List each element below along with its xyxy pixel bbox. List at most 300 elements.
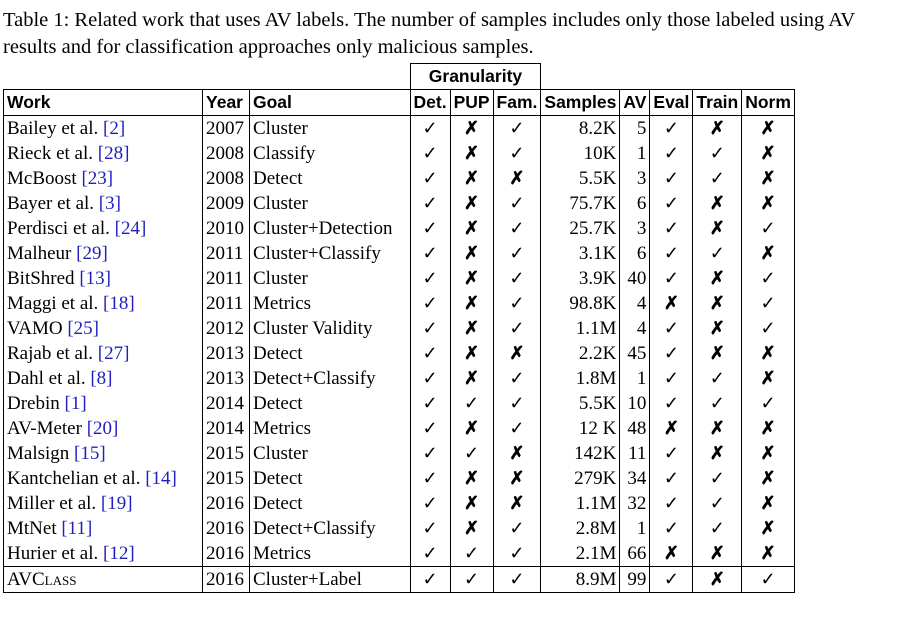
cross-mark-icon: ✗ [509,168,525,188]
cell-samples-text: 98.8K [569,293,617,314]
citation-link[interactable]: [29] [76,243,108,264]
cell-samples [541,491,620,516]
cell-eval [650,341,693,366]
cell-pup [450,541,493,567]
cell-av-text: 45 [627,343,647,364]
check-mark-icon: ✓ [422,543,438,563]
cell-norm [742,541,795,567]
citation-link[interactable]: [25] [67,318,100,339]
cell-fam [493,391,541,416]
cell-goal [250,567,411,593]
cell-year-text: 2009 [206,193,244,214]
check-mark-icon: ✓ [663,393,679,413]
cell-eval [650,466,693,491]
cell-samples-text: 3.9K [578,268,617,289]
cross-mark-icon: ✗ [760,143,776,163]
check-mark-icon: ✓ [663,168,679,188]
cell-samples [541,141,620,166]
cell-goal [250,466,411,491]
table-caption: Table 1: Related work that uses AV labels. The number of samples includes only those labeled using AV results and for classification approaches only malicious samples. [3,9,855,58]
citation-link[interactable]: [20] [86,418,119,439]
check-mark-icon: ✓ [760,393,776,413]
work-name: Kantchelian et al. [7,468,146,489]
work-name: Bayer et al. [7,193,99,214]
cell-eval [650,391,693,416]
cell-fam [493,416,541,441]
check-mark-icon: ✓ [663,243,679,263]
cell-year-text: 2014 [206,418,244,439]
cell-train [693,266,742,291]
table-row [4,291,795,316]
cell-samples [541,291,620,316]
work-name: MtNet [7,518,62,539]
work-name: Hurier et al. [7,543,104,564]
cell-train [693,466,742,491]
cell-det [410,541,450,567]
cell-goal-text: Cluster [253,443,308,464]
cell-fam [493,141,541,166]
check-mark-icon: ✓ [422,343,438,363]
check-mark-icon: ✓ [509,569,525,589]
cell-train [693,391,742,416]
header-row [4,90,795,116]
table-row [4,316,795,341]
cell-det [410,516,450,541]
cell-goal-text: Cluster [253,268,308,289]
cell-work [4,441,203,466]
cell-year-text: 2007 [206,118,244,139]
cell-eval [650,491,693,516]
cell-samples-text: 142K [574,443,617,464]
cross-mark-icon: ✗ [760,118,776,138]
cell-pup [450,441,493,466]
cell-det [410,391,450,416]
check-mark-icon: ✓ [464,443,480,463]
work-name: VAMO [7,318,68,339]
citation-link[interactable]: [24] [114,218,147,239]
cell-fam [493,341,541,366]
work-name: Bailey et al. [7,118,104,139]
cell-samples-text: 5.5K [578,168,617,189]
cell-samples [541,166,620,191]
citation-link[interactable]: [15] [74,443,106,464]
work-name: Miller et al. [7,493,101,514]
cell-samples-text: 8.9M [575,569,617,590]
cross-mark-icon: ✗ [709,218,725,238]
cell-pup [450,141,493,166]
citation-link[interactable]: [1] [64,393,87,414]
check-mark-icon: ✓ [422,493,438,513]
cell-av [620,216,650,241]
cell-year [203,416,250,441]
cell-goal [250,141,411,166]
cell-samples [541,441,620,466]
citation-link[interactable]: [18] [103,293,135,314]
col-header-samples: Samples [541,90,620,116]
cell-train [693,516,742,541]
work-name: Malsign [7,443,75,464]
cell-av-text: 11 [628,443,647,464]
cross-mark-icon: ✗ [760,418,776,438]
cell-goal-text: Cluster [253,118,308,139]
check-mark-icon: ✓ [663,569,679,589]
cell-year [203,216,250,241]
check-mark-icon: ✓ [509,543,525,563]
cross-mark-icon: ✗ [760,493,776,513]
cross-mark-icon: ✗ [663,293,679,313]
cell-goal-text: Detect [253,168,303,189]
cell-norm [742,416,795,441]
cell-fam [493,241,541,266]
check-mark-icon: ✓ [422,243,438,263]
cell-samples [541,541,620,567]
cell-year [203,166,250,191]
work-name: Rajab et al. [7,343,98,364]
cell-av [620,541,650,567]
cell-av-text: 3 [636,168,647,189]
cross-mark-icon: ✗ [760,368,776,388]
cell-year-text: 2011 [206,293,244,314]
cell-goal [250,391,411,416]
check-mark-icon: ✓ [422,418,438,438]
cell-av [620,316,650,341]
work-name: Maggi et al. [7,293,104,314]
cross-mark-icon: ✗ [760,343,776,363]
cell-norm [742,266,795,291]
cell-goal [250,366,411,391]
check-mark-icon: ✓ [509,418,525,438]
cell-goal [250,241,411,266]
col-header-det: Det. [410,90,450,116]
cell-av-text: 1 [636,143,647,164]
related-work-table [3,63,795,593]
cell-norm [742,116,795,142]
cell-year-text: 2016 [206,518,244,539]
check-mark-icon: ✓ [663,518,679,538]
cell-norm [742,141,795,166]
cell-goal [250,266,411,291]
check-mark-icon: ✓ [760,268,776,288]
cross-mark-icon: ✗ [464,193,480,213]
check-mark-icon: ✓ [509,393,525,413]
cell-year-text: 2016 [206,493,244,514]
cell-goal [250,516,411,541]
col-header-goal: Goal [250,90,411,116]
check-mark-icon: ✓ [422,443,438,463]
cell-eval [650,266,693,291]
cell-pup [450,491,493,516]
cell-norm [742,441,795,466]
cell-norm [742,391,795,416]
cell-train [693,291,742,316]
citation-link[interactable]: [13] [79,268,111,289]
cross-mark-icon: ✗ [709,118,725,138]
cell-goal-text: Detect [253,343,303,364]
cell-train [693,316,742,341]
citation-link[interactable]: [12] [103,543,135,564]
cell-det [410,366,450,391]
cell-fam [493,166,541,191]
cell-work [4,516,203,541]
cell-av-text: 32 [627,493,647,514]
work-name: Perdisci et al. [7,218,115,239]
granularity-header: Granularity [410,64,541,90]
cross-mark-icon: ✗ [709,443,725,463]
cell-year [203,516,250,541]
check-mark-icon: ✓ [709,143,725,163]
cell-goal-text: Classify [253,143,316,164]
check-mark-icon: ✓ [422,368,438,388]
cell-goal-text: Cluster+Classify [253,243,381,264]
check-mark-icon: ✓ [509,193,525,213]
check-mark-icon: ✓ [422,218,438,238]
cell-goal-text: Cluster+Detection [253,218,393,239]
col-header-train: Train [693,90,742,116]
cell-work [4,466,203,491]
cell-samples [541,567,620,593]
cell-goal-text: Detect+Classify [253,518,376,539]
cell-goal [250,316,411,341]
cell-goal [250,116,411,142]
cell-goal-text: Detect [253,493,303,514]
citation-link[interactable]: [8] [90,368,113,389]
cell-samples [541,341,620,366]
cross-mark-icon: ✗ [709,543,725,563]
check-mark-icon: ✓ [509,293,525,313]
cell-year-text: 2016 [206,543,244,564]
cell-eval [650,516,693,541]
cell-goal-text: Metrics [253,293,312,314]
cell-work [4,541,203,567]
col-header-av: AV [620,90,650,116]
cell-det [410,191,450,216]
cell-pup [450,291,493,316]
cell-det [410,341,450,366]
table-row [4,391,795,416]
cell-samples-text: 279K [574,468,617,489]
cross-mark-icon: ✗ [464,318,480,338]
cell-det [410,567,450,593]
cell-goal [250,341,411,366]
cell-work [4,391,203,416]
cell-samples [541,266,620,291]
cross-mark-icon: ✗ [760,468,776,488]
check-mark-icon: ✓ [760,293,776,313]
cell-norm [742,241,795,266]
cell-samples-text: 25.7K [569,218,617,239]
work-name: AVClass [7,569,77,590]
cell-year-text: 2008 [206,143,244,164]
cell-work [4,166,203,191]
cell-samples [541,466,620,491]
cell-pup [450,191,493,216]
cell-av [620,141,650,166]
cell-av [620,166,650,191]
cell-det [410,441,450,466]
check-mark-icon: ✓ [509,143,525,163]
check-mark-icon: ✓ [663,443,679,463]
cell-goal [250,166,411,191]
cell-train [693,216,742,241]
cross-mark-icon: ✗ [760,443,776,463]
cell-train [693,166,742,191]
check-mark-icon: ✓ [464,543,480,563]
cross-mark-icon: ✗ [464,468,480,488]
cross-mark-icon: ✗ [663,543,679,563]
cell-year-text: 2012 [206,318,244,339]
cell-det [410,166,450,191]
col-header-eval: Eval [650,90,693,116]
check-mark-icon: ✓ [663,318,679,338]
cell-samples [541,416,620,441]
cell-pup [450,416,493,441]
cross-mark-icon: ✗ [464,493,480,513]
cell-av-text: 99 [627,569,647,590]
table-row [4,191,795,216]
col-header-work: Work [4,90,203,116]
cell-av-text: 3 [636,218,647,239]
citation-link[interactable]: [11] [61,518,93,539]
cell-year-text: 2013 [206,368,244,389]
cell-det [410,316,450,341]
check-mark-icon: ✓ [663,118,679,138]
citation-link[interactable]: [23] [81,168,114,189]
citation-link[interactable]: [28] [97,143,130,164]
cross-mark-icon: ✗ [464,418,480,438]
cross-mark-icon: ✗ [760,168,776,188]
cross-mark-icon: ✗ [709,569,725,589]
cell-train [693,191,742,216]
cell-year-text: 2008 [206,168,244,189]
check-mark-icon: ✓ [422,268,438,288]
check-mark-icon: ✓ [422,393,438,413]
cross-mark-icon: ✗ [709,193,725,213]
cell-fam [493,216,541,241]
cross-mark-icon: ✗ [709,343,725,363]
check-mark-icon: ✓ [663,218,679,238]
cell-goal [250,291,411,316]
cell-goal-text: Metrics [253,543,312,564]
check-mark-icon: ✓ [509,118,525,138]
work-name: McBoost [7,168,82,189]
cell-eval [650,166,693,191]
citation-link[interactable]: [2] [103,118,126,139]
cell-work [4,491,203,516]
cell-year [203,141,250,166]
cell-work [4,316,203,341]
check-mark-icon: ✓ [422,168,438,188]
cell-pup [450,391,493,416]
cell-samples [541,116,620,142]
cell-samples-text: 75.7K [569,193,617,214]
cell-pup [450,466,493,491]
work-name: Rieck et al. [7,143,98,164]
citation-link[interactable]: [3] [98,193,121,214]
citation-link[interactable]: [19] [100,493,133,514]
table-row-avclass [4,567,795,593]
cell-norm [742,567,795,593]
citation-link[interactable]: [27] [97,343,130,364]
cell-samples-text: 1.1M [575,318,617,339]
cell-pup [450,516,493,541]
cell-eval [650,191,693,216]
cross-mark-icon: ✗ [464,268,480,288]
cross-mark-icon: ✗ [464,118,480,138]
cell-goal-text: Detect [253,393,303,414]
cell-work [4,266,203,291]
cell-train [693,116,742,142]
cell-eval [650,291,693,316]
cell-year-text: 2011 [206,243,244,264]
cell-av [620,441,650,466]
cell-det [410,291,450,316]
cell-samples-text: 2.8M [575,518,617,539]
cell-fam [493,516,541,541]
cell-fam [493,291,541,316]
cell-year-text: 2015 [206,468,244,489]
cross-mark-icon: ✗ [509,493,525,513]
cell-year [203,291,250,316]
cell-train [693,366,742,391]
table-row [4,466,795,491]
cell-norm [742,366,795,391]
col-header-year: Year [203,90,250,116]
table-row [4,491,795,516]
cell-year-text: 2010 [206,218,244,239]
cell-av [620,491,650,516]
table-row [4,541,795,567]
cell-year [203,441,250,466]
cell-year [203,116,250,142]
check-mark-icon: ✓ [422,118,438,138]
cell-av [620,416,650,441]
check-mark-icon: ✓ [422,518,438,538]
cross-mark-icon: ✗ [760,518,776,538]
check-mark-icon: ✓ [663,268,679,288]
cross-mark-icon: ✗ [464,343,480,363]
cell-goal-text: Metrics [253,418,312,439]
cell-work [4,216,203,241]
cell-year-text: 2015 [206,443,244,464]
cell-eval [650,241,693,266]
cell-samples-text: 3.1K [578,243,617,264]
cell-av-text: 66 [627,543,647,564]
cell-train [693,141,742,166]
cell-goal [250,416,411,441]
cell-av [620,241,650,266]
citation-link[interactable]: [14] [145,468,177,489]
cell-av [620,391,650,416]
check-mark-icon: ✓ [422,293,438,313]
check-mark-icon: ✓ [663,468,679,488]
cell-pup [450,366,493,391]
cell-goal [250,216,411,241]
cell-det [410,216,450,241]
cell-year [203,567,250,593]
check-mark-icon: ✓ [422,318,438,338]
cross-mark-icon: ✗ [709,318,725,338]
check-mark-icon: ✓ [663,343,679,363]
cross-mark-icon: ✗ [464,243,480,263]
cell-fam [493,116,541,142]
cross-mark-icon: ✗ [709,293,725,313]
cell-year [203,316,250,341]
cell-det [410,266,450,291]
cell-av [620,191,650,216]
check-mark-icon: ✓ [422,468,438,488]
table-row [4,241,795,266]
cell-norm [742,291,795,316]
